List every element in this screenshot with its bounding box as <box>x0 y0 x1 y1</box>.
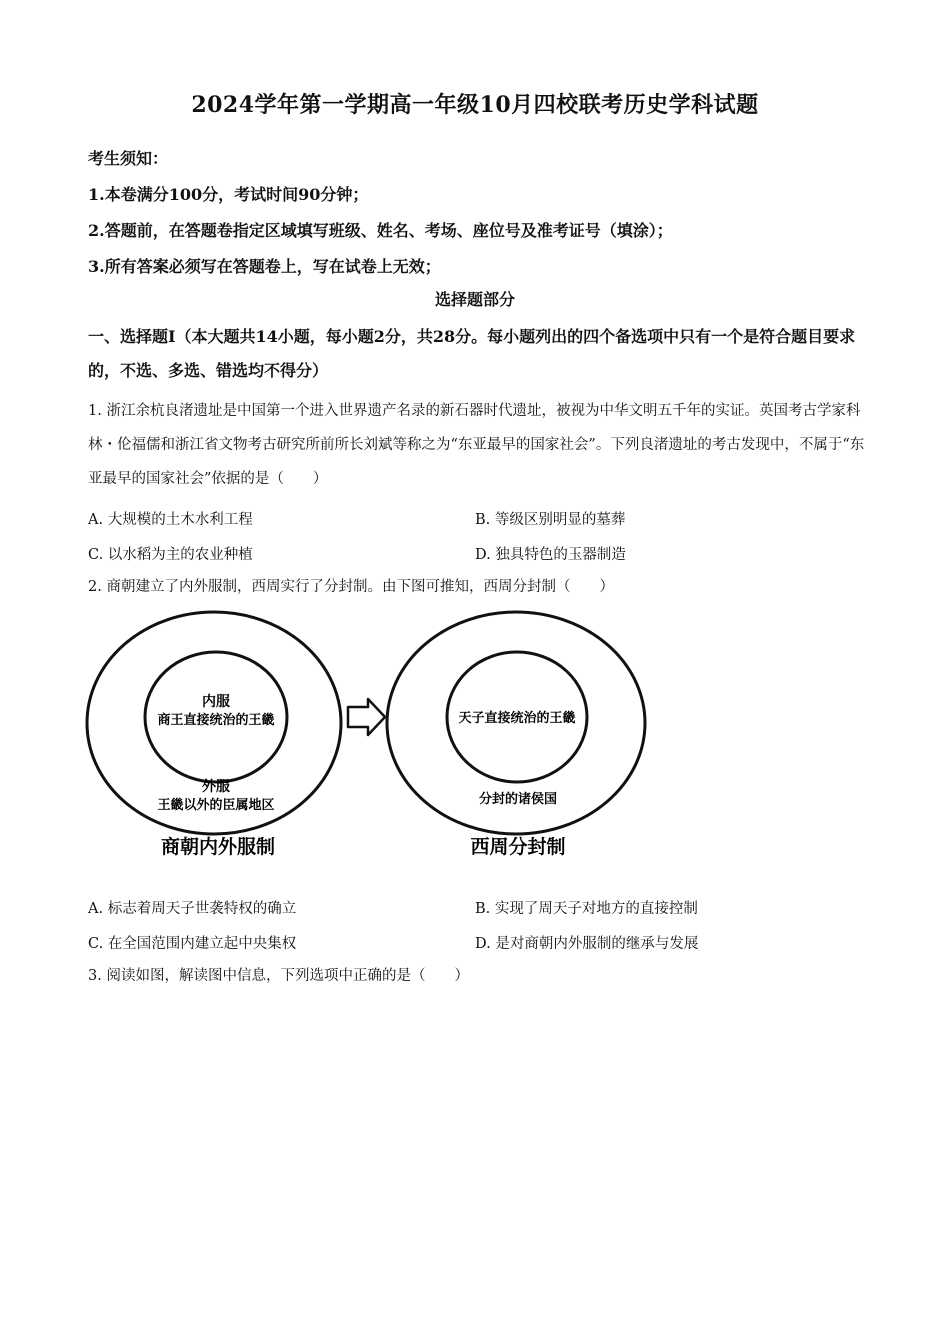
question-2-option-b[interactable]: B. 实现了周天子对地方的直接控制 <box>475 901 698 917</box>
question-1-option-d[interactable]: D. 独具特色的玉器制造 <box>475 547 626 563</box>
right-outer-label: 分封的诸侯国 <box>478 792 558 807</box>
left-inner-title: 内服 <box>202 694 230 710</box>
question-1-text: 1. 浙江余杭良渚遗址是中国第一个进入世界遗产名录的新石器时代遗址，被视为中华文明五千年的实证。英国考古学家科林・伦福儒和浙江省文物考古研究所前所长刘斌等称之为“东亚最早的国家社会”。下列良渚遗址的考古发现中，不属于“东亚最早的国家社会”依据的是（ ） <box>88 403 865 487</box>
left-caption: 商朝内外服制 <box>160 836 276 858</box>
question-1-option-b[interactable]: B. 等级区别明显的墓葬 <box>475 512 626 528</box>
question-1-option-c[interactable]: C. 以水稻为主的农业种植 <box>88 547 253 563</box>
left-outer-title: 外服 <box>202 779 230 795</box>
question-1-option-a[interactable]: A. 大规模的土木水利工程 <box>88 512 253 528</box>
question-2-text: 2. 商朝建立了内外服制，西周实行了分封制。由下图可推知，西周分封制（ ） <box>88 579 614 595</box>
notice-item-3: 3.所有答案必须写在答题卷上，写在试卷上无效； <box>88 257 441 276</box>
right-arrow-icon <box>348 699 385 735</box>
right-inner-label: 天子直接统治的王畿 <box>458 711 576 726</box>
right-caption: 西周分封制 <box>470 836 566 858</box>
question-2-option-d[interactable]: D. 是对商朝内外服制的继承与发展 <box>475 936 699 952</box>
exam-title: 2024学年第一学期高一年级10月四校联考历史学科试题 <box>191 92 759 118</box>
question-2-option-c[interactable]: C. 在全国范围内建立起中央集权 <box>88 936 297 952</box>
left-outer-sub: 王畿以外的臣属地区 <box>157 798 275 813</box>
notice-item-1: 1.本卷满分100分，考试时间90分钟； <box>88 185 369 204</box>
left-inner-sub: 商王直接统治的王畿 <box>157 713 275 728</box>
question-2-diagram <box>80 605 660 865</box>
question-3-text: 3. 阅读如图，解读图中信息，下列选项中正确的是（ ） <box>88 968 469 984</box>
notice-item-2: 2.答题前，在答题卷指定区域填写班级、姓名、考场、座位号及准考证号（填涂）； <box>88 221 673 240</box>
notice-heading: 考生须知： <box>88 149 169 168</box>
question-2-option-a[interactable]: A. 标志着周天子世袭特权的确立 <box>88 901 297 917</box>
part1-instructions: 一、选择题Ⅰ（本大题共14小题，每小题2分，共28分。每小题列出的四个备选项中只有一个是符合题目要求的，不选、多选、错选均不得分） <box>88 327 856 380</box>
section-heading: 选择题部分 <box>434 290 515 309</box>
